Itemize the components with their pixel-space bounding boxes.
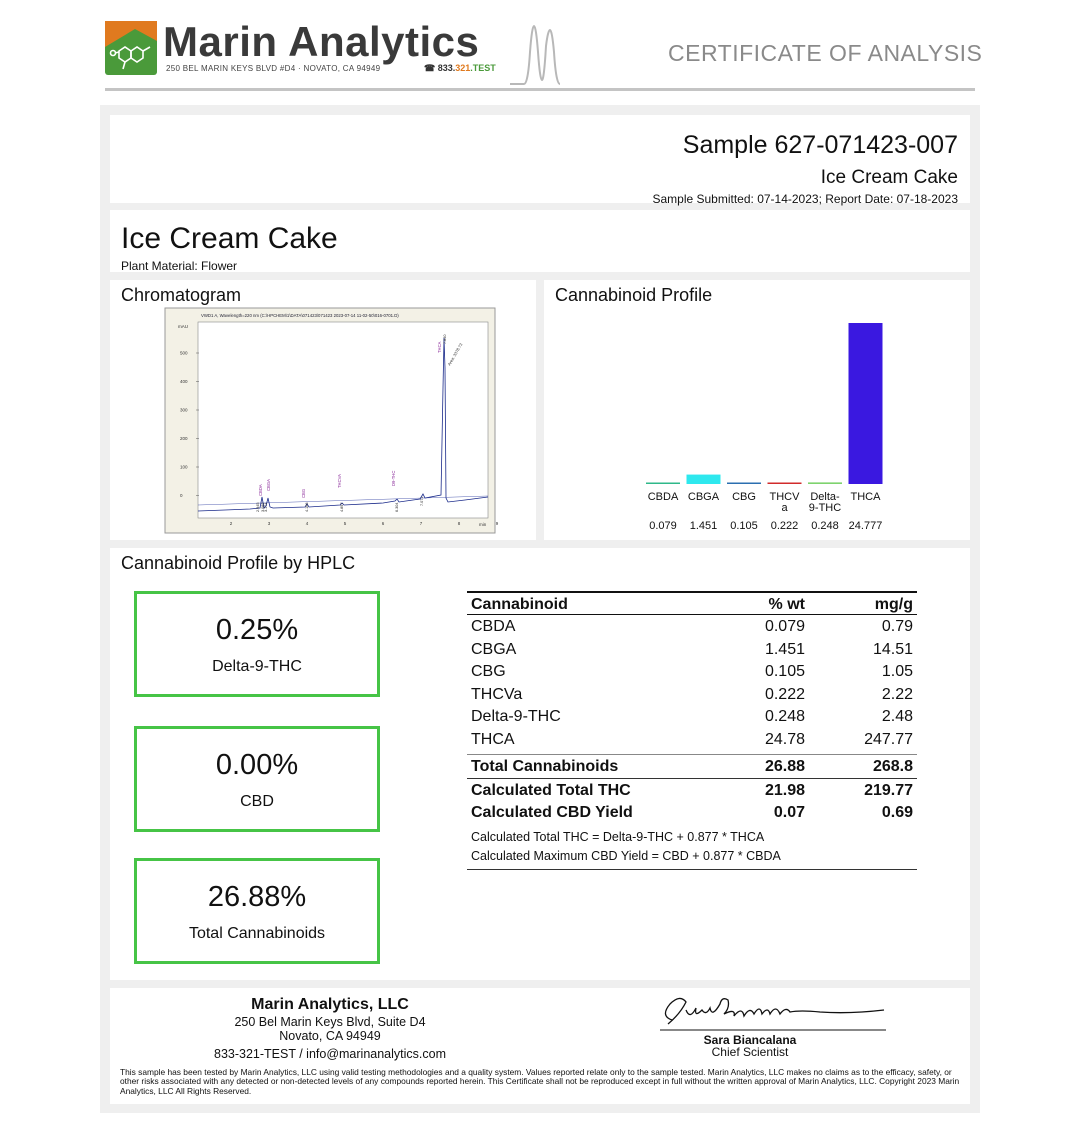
profile-value-label: 0.079	[649, 520, 677, 532]
chromatogram-x-tick: 2	[229, 521, 233, 526]
table-row	[467, 660, 917, 683]
profile-value-label: 24.777	[848, 520, 883, 532]
profile-bar	[687, 475, 721, 484]
disclaimer: This sample has been tested by Marin Analytics, LLC using valid testing methodologies and a quality system. Values reported relate only to the sample tested. Marin Analytics, LLC makes no claims as to the efficacy, safety, or other risks associated with any detected or non-detected levels of any compounds reported herein. This Certificate shall not be reproduced except in full without the written approval of Marin Analytics, LLC. Copyright 2023 Marin Analytics, LLC All Rights Reserved.	[120, 1067, 960, 1096]
table-row-calc-thc	[467, 779, 917, 801]
cannabinoid-pct: 0.222	[764, 685, 805, 703]
strain-card	[110, 210, 970, 272]
profile-category-label: a	[781, 502, 788, 514]
company-name: Marin Analytics, LLC	[251, 996, 409, 1013]
chromatogram-retention-label: 7.071	[420, 496, 424, 506]
chromatogram-x-tick: 6	[381, 521, 385, 526]
brand-phone	[424, 63, 496, 74]
phone-mid: 321	[455, 63, 471, 73]
profile-value-label: 0.248	[811, 520, 839, 532]
column-header-pct: % wt	[768, 596, 805, 613]
sample-info-card	[110, 115, 970, 206]
calc-cbd-mg: 0.69	[881, 803, 913, 821]
profile-chart-title: Cannabinoid Profile	[555, 285, 713, 305]
chromatogram-y-tick: 0	[180, 493, 183, 498]
cannabinoid-profile-card	[544, 280, 970, 540]
total-pct: 26.88	[764, 757, 805, 775]
company-contact: 833-321-TEST / info@marinanalytics.com	[214, 1047, 446, 1061]
chromatogram-retention-label: 6.304	[395, 502, 399, 512]
cannabinoid-name: Delta-9-THC	[471, 708, 561, 726]
strain-name: Ice Cream Cake	[121, 222, 338, 255]
chromatogram-x-tick: 9	[495, 521, 499, 526]
chromatogram-retention-label: 4.897	[340, 502, 344, 512]
profile-bar	[849, 323, 883, 484]
chromatogram-retention-label: 7.840	[443, 334, 447, 344]
cannabinoid-mg: 2.48	[881, 708, 913, 726]
chromatogram-x-tick: 4	[305, 521, 309, 526]
chromatogram-x-tick: 7	[419, 521, 423, 526]
cannabinoid-name: CBDA	[471, 618, 516, 635]
formula-cbd-yield: Calculated Maximum CBD Yield = CBD + 0.877 * CBDA	[471, 848, 781, 863]
chromatogram-image	[165, 308, 499, 533]
summary-value: 26.88%	[207, 881, 307, 913]
formula-total-thc: Calculated Total THC = Delta-9-THC + 0.877 * THCA	[471, 829, 765, 844]
calc-thc-mg: 219.77	[864, 781, 913, 799]
chromatogram-area-label: Area: 3378.73	[446, 342, 464, 367]
table-row	[467, 683, 917, 706]
cannabinoid-name: THCA	[471, 730, 515, 748]
cannabinoid-mg: 2.22	[881, 685, 913, 703]
chromatogram-y-tick: 200	[180, 436, 188, 441]
table-body	[467, 615, 917, 751]
profile-bar	[727, 483, 761, 485]
signer-name: Sara Biancalana	[703, 1033, 797, 1047]
profile-bar	[808, 482, 842, 484]
table-row-calc-cbd	[467, 801, 917, 823]
profile-category-label: 9-THC	[808, 502, 842, 514]
chromatogram-header-text: VWD1 A, Wavelength=220 nm (C:\HPCHEM\1\DATA\071423\071423 2023-07-14 11-02-50\016-0701.D)	[201, 313, 399, 318]
brand-name: Marin Analytics	[163, 18, 480, 65]
plant-material: Plant Material: Flower	[121, 259, 238, 273]
signature-image	[650, 990, 890, 1034]
cannabinoid-mg: 1.05	[881, 663, 913, 681]
chromatogram-title: Chromatogram	[121, 285, 242, 305]
cannabinoid-name: THCVa	[471, 685, 523, 703]
profile-category-label: CBGA	[687, 491, 720, 503]
calc-thc-pct: 21.98	[764, 781, 805, 799]
company-address-line1: 250 Bel Marin Keys Blvd, Suite D4	[234, 1015, 426, 1029]
profile-category-label: CBDA	[647, 491, 679, 503]
chromatogram-y-tick: 100	[180, 464, 188, 470]
report-header	[0, 0, 1080, 100]
profile-value-label: 0.105	[730, 520, 758, 532]
chromatogram-unit: mAU	[178, 324, 188, 329]
chromatogram-peak-label: D9-THC	[391, 470, 396, 486]
cannabinoid-mg: 0.79	[881, 618, 913, 635]
summary-label: Total Cannabinoids	[188, 925, 326, 942]
cannabinoid-pct: 1.451	[764, 640, 805, 658]
sample-dates: Sample Submitted: 07-14-2023; Report Date: 07-18-2023	[652, 192, 958, 206]
footer-card	[110, 988, 970, 1104]
total-name: Total Cannabinoids	[471, 757, 619, 775]
chromatogram-retention-label: 4.166	[305, 502, 309, 512]
chromatogram-y-tick: 400	[180, 379, 188, 384]
chromatogram-peaks-icon	[510, 22, 560, 86]
summary-value: 0.00%	[215, 749, 299, 781]
column-header-cannabinoid: Cannabinoid	[471, 596, 568, 613]
cannabinoid-pct: 0.079	[764, 618, 805, 635]
chromatogram-x-tick: 5	[343, 521, 347, 526]
cannabinoid-name: CBG	[471, 663, 506, 681]
summary-delta9-thc	[134, 591, 380, 697]
profile-category-label: THCV	[769, 491, 800, 503]
summary-value: 0.25%	[215, 614, 299, 646]
brand-address: 250 BEL MARIN KEYS BLVD #D4 · NOVATO, CA 94949	[166, 64, 381, 73]
chromatogram-retention-label: 3.089	[261, 502, 265, 512]
cannabinoid-profile-chart	[544, 280, 970, 540]
table-row	[467, 615, 917, 638]
cannabinoid-name: CBGA	[471, 640, 517, 658]
profile-bar	[646, 483, 680, 485]
table-header	[467, 591, 917, 615]
chromatogram-retention-label: 3.174	[264, 502, 268, 512]
hplc-results-card	[110, 548, 970, 980]
sample-name: Ice Cream Cake	[820, 167, 958, 188]
phone-suffix: .TEST	[470, 63, 496, 73]
signer-title: Chief Scientist	[711, 1045, 789, 1059]
summary-total-cannabinoids	[134, 858, 380, 964]
table-row	[467, 705, 917, 728]
calc-cbd-pct: 0.07	[773, 803, 805, 821]
calc-cbd-name: Calculated CBD Yield	[471, 803, 633, 821]
total-mg: 268.8	[872, 757, 913, 775]
chromatogram-x-unit: min	[479, 522, 487, 527]
chromatogram-peak-label: THCVA	[337, 474, 342, 488]
chromatogram-x-tick: 8	[457, 521, 461, 526]
chromatogram-x-tick: 3	[267, 521, 271, 526]
hplc-title: Cannabinoid Profile by HPLC	[121, 553, 356, 573]
marin-analytics-logo-icon	[105, 21, 157, 75]
document-title: CERTIFICATE OF ANALYSIS	[668, 40, 983, 66]
chromatogram-peak-label: CBDA	[258, 484, 263, 496]
chromatogram-retention-label: 2.945	[256, 502, 260, 512]
chromatogram-peak-label: CBG	[301, 488, 306, 498]
profile-value-label: 1.451	[689, 520, 718, 532]
cannabinoid-pct: 0.105	[764, 663, 805, 681]
calc-thc-name: Calculated Total THC	[471, 781, 631, 799]
chromatogram-peak-label: CBGA	[266, 479, 271, 491]
profile-category-label: Delta-	[810, 491, 840, 503]
profile-category-label: THCA	[850, 491, 881, 503]
table-row-total	[467, 754, 917, 779]
chromatogram-card	[110, 280, 536, 540]
table-row	[467, 728, 917, 751]
report-panel	[100, 105, 980, 1113]
header-divider	[105, 88, 975, 91]
profile-bar	[768, 483, 802, 485]
results-table	[467, 591, 917, 870]
sample-number: Sample 627-071423-007	[682, 131, 958, 159]
profile-category-label: CBG	[732, 491, 756, 503]
summary-label: CBD	[240, 793, 274, 810]
cannabinoid-mg: 14.51	[872, 640, 913, 658]
profile-value-label: 0.222	[770, 520, 799, 532]
formula-notes	[467, 827, 917, 870]
cannabinoid-mg: 247.77	[864, 730, 913, 748]
chromatogram-y-tick: 500	[180, 350, 188, 356]
phone-prefix: 833.	[437, 63, 456, 73]
cannabinoid-pct: 0.248	[764, 708, 805, 726]
cannabinoid-pct: 24.78	[764, 730, 805, 748]
company-address-line2: Novato, CA 94949	[279, 1029, 381, 1043]
column-header-mg: mg/g	[874, 596, 913, 613]
chromatogram-y-tick: 300	[180, 407, 188, 413]
summary-label: Delta-9-THC	[212, 658, 302, 675]
chromatogram-peak-label: THCA	[437, 341, 442, 353]
phone-icon: ☎	[424, 63, 438, 73]
summary-cbd	[134, 726, 380, 832]
table-row	[467, 638, 917, 661]
